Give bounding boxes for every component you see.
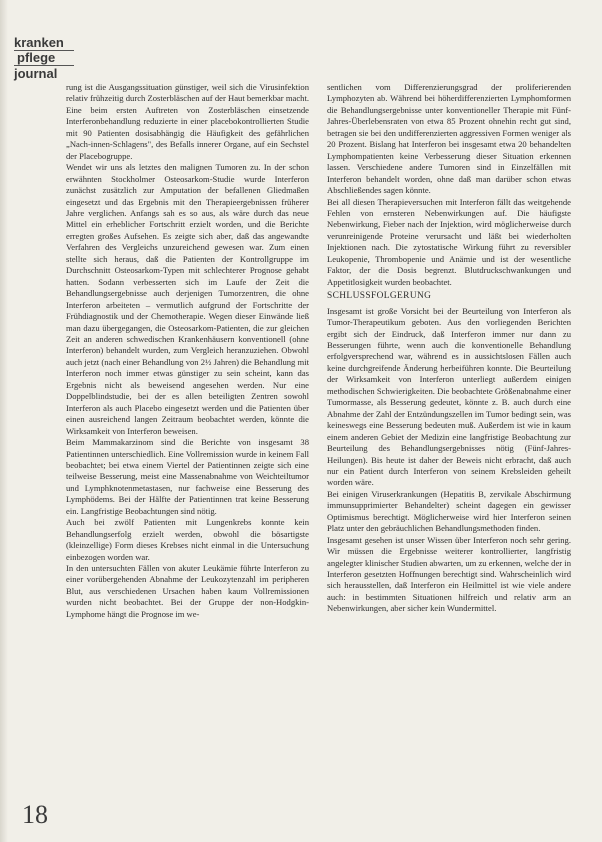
journal-masthead: [14, 36, 74, 80]
paragraph: Bei all diesen Therapieversuchen mit Interferon fällt das weitgehende Fehlen von ernsteren Nebenwirkungen auf. Die häufigste Nebenwirkung, Fieber nach der Injektion, wird möglicherweise durch verunreinigende Proteine verursacht und läßt bei wiederholten Injektionen nach. Die zytostatische Wirkung führt zu reversibler Leukopenie, Thrombopenie und Anämie und ist der wesentliche Faktor, der die Dosis begrenzt. Blutdruckschwankungen und Appetitlosigkeit wurden beobachtet.: [327, 196, 571, 287]
paragraph: Insgesamt ist große Vorsicht bei der Beurteilung von Interferon als Tumor-Therapeutikum geboten. Aus den vorliegenden Berichten ergibt sich der Eindruck, daß Interferon immer nur dann zu Besserungen führte, wenn auch die konventionelle Behandlung erfolgversprechend war, während es in aussichtslosen Fällen auch keine durchgreifende Änderung herbeiführen konnte. Die Beurteilung der Wirksamkeit von Interferon unterliegt außerdem einigen methodischen Schwierigkeiten. Die beobachtete Größenabnahme einer Tumormasse, als Besserung gedeutet, könnte z. B. auch durch eine Abnahme der Zahl der Entzündungszellen im Tumor bedingt sein, was keineswegs eine Besserung bedeuten muß. Außerdem ist wie in kaum einem anderen Gebiet der Medizin eine langfristige Beobachtung zur Beurteilung des Behandlungsergebnisses nötig (Fünf-Jahres-Heilungen). Bis heute ist daher der Beweis nicht erbracht, daß auch nur ein Patient durch Interferon von seinem Krebsleiden geheilt worden wäre.: [327, 305, 571, 488]
page-number: 18: [22, 800, 48, 829]
page-gutter: [0, 0, 8, 842]
right-column: [327, 82, 571, 615]
paragraph: Beim Mammakarzinom sind die Berichte von insgesamt 38 Patientinnen unterschiedlich. Eine Vollremission wurde in keinem Fall beobachtet; bei etwa einem Viertel der Patientinnen zeigte sich eine teilweise Besserung, meist eine Massenabnahme von Weichteiltumor und Lymphknotenmetastasen, nur fachweise eine Besserung des Lymphödems. Bei der Hälfte der Patientinnen trat keine Besserung ein. Langfristige Beobachtungen sind nötig.: [66, 437, 309, 516]
paragraph: Insgesamt gesehen ist unser Wissen über Interferon noch sehr gering. Wir müssen die Ergebnisse weiterer kontrollierter, langfristig angelegter klinischer Studien abwarten, um zu erkennen, welche der in Interferon gesetzten Hoffnungen berechtigt sind. Wahrscheinlich wird sich herausstellen, daß Interferon ein Heilmittel ist wie viele andere auch: in bestimmten Situationen hilfreich und relativ arm an Nebenwirkungen, aber sicher kein Wundermittel.: [327, 534, 571, 614]
section-heading: SCHLUSSFOLGERUNG: [327, 291, 432, 302]
paragraph: In den untersuchten Fällen von akuter Leukämie führte Interferon zu einer vorübergehenden Abnahme der Leukozytenzahl im peripheren Blut, aus verschiedenen Ursachen haben kaum Vollremissionen wurden nicht beobachtet. Bei der Gruppe der non-Hodgkin-Lymphome hängt die Prognose im we-: [66, 563, 309, 619]
masthead-line-1: kranken: [14, 36, 74, 51]
paragraph: Wendet wir uns als letztes den malignen Tumoren zu. In der schon erwähnten Stockholmer Osteosarkom-Studie wurde Interferon zunächst zusätzlich zur Amputation der befallenen Gliedmaßen eingesetzt und das Ergebnis mit den Therapieergebnissen früherer Jahre verglichen. Anfangs sah es so aus, als wäre durch das neue Mittel ein erheblicher Fortschritt erzielt worden, und die Berichte erregten großes Aufsehen. Es zeigte sich aber, daß das angewandte Verfahren des Vergleichs unzureichend gewesen war. Zum einen stellte sich heraus, daß die Patienten der Kontrollgruppe im Durchschnitt Osteosarkom-Typen mit schlechterer Prognose gehabt hatten. Sodann verbesserten sich im Laufe der Zeit die Behandlungsergebnisse auch derjenigen Tumorzentren, die ohne Interferon arbeiteten – vermutlich aufgrund der Fortschritte der Frühdiagnostik und der Chemotherapie. Wegen dieser Einwände ließ man dazu übergegangen, die Osteosarkom-Patienten, die zur gleichen Zeit an anderen schwedischen Krankenhäusern konventionell (ohne Interferon) behandelt wurden, zum Vergleich heranzuziehen. Obwohl auch jetzt (nach einer Behandlung von 2½ Jahren) die Behandlung mit Interferon noch immer etwas günstiger zu sein scheint, kann das Ergebnis nicht als beweisend angesehen werden. Nur eine Doppelblindstudie, bei der es allen beteiligten Zentren sowohl Interferon als auch Placebo eingesetzt werden und die Patienten über einen ausreichend langen Zeitraum beobachtet werden, könnte die Wirksamkeit von Interferon beweisen.: [66, 162, 309, 436]
paragraph: sentlichen vom Differenzierungsgrad der proliferierenden Lymphozyten ab. Während bei höherdifferenzierten Lymphomformen die Behandlungsergebnisse unter konventioneller Therapie mit Fünf-Jahres-Überlebensraten von etwa 85 Prozent ohnehin recht gut sind, betragen sie bei den undifferenzierten aggressiven Formen weniger als 20 Prozent. Bislang hat Interferon bei insgesamt etwa 20 behandelten Lymphompatienten keine Verbesserung dieser Situation erkennen lassen. Verschiedene andere Tumoren sind in Einzelfällen mit Interferon behandelt worden, ohne daß man darüber schon etwas Abschließendes sagen könnte.: [327, 82, 571, 196]
masthead-line-2: pflege: [14, 51, 74, 66]
paragraph: Bei einigen Viruserkrankungen (Hepatitis B, zervikale Abschirmung immunsupprimierter Behandelter) scheint dagegen ein gewisser Optimismus berechtigt. Möglicherweise wird hier Interferon seinen Platz unter den gebräuchlichen Behandlungsmethoden finden.: [327, 488, 571, 534]
masthead-line-3: journal: [14, 66, 58, 81]
left-column: [66, 82, 309, 620]
paragraph: rung ist die Ausgangssituation günstiger, weil sich die Virusinfektion relativ frühzeitig durch Zosterbläschen auf der Haut bemerkbar macht. Eine beim ersten Auftreten von Zosterbläschen einsetzende Interferonbehandlung reduzierte in einer placebokontrollierten Studie mit 90 Patienten dosisabhängig die Häufigkeit des gefährlichen „Nach-innen-Schlagens", des Befalls innerer Organe, auf ein Sechstel der Placebogruppe.: [66, 82, 309, 161]
paragraph: Auch bei zwölf Patienten mit Lungenkrebs konnte kein Behandlungserfolg erzielt werden, obwohl die bösartigste (kleinzellige) Form dieses Krebses nicht einmal in die Untersuchung einbezogen worden war.: [66, 517, 309, 562]
